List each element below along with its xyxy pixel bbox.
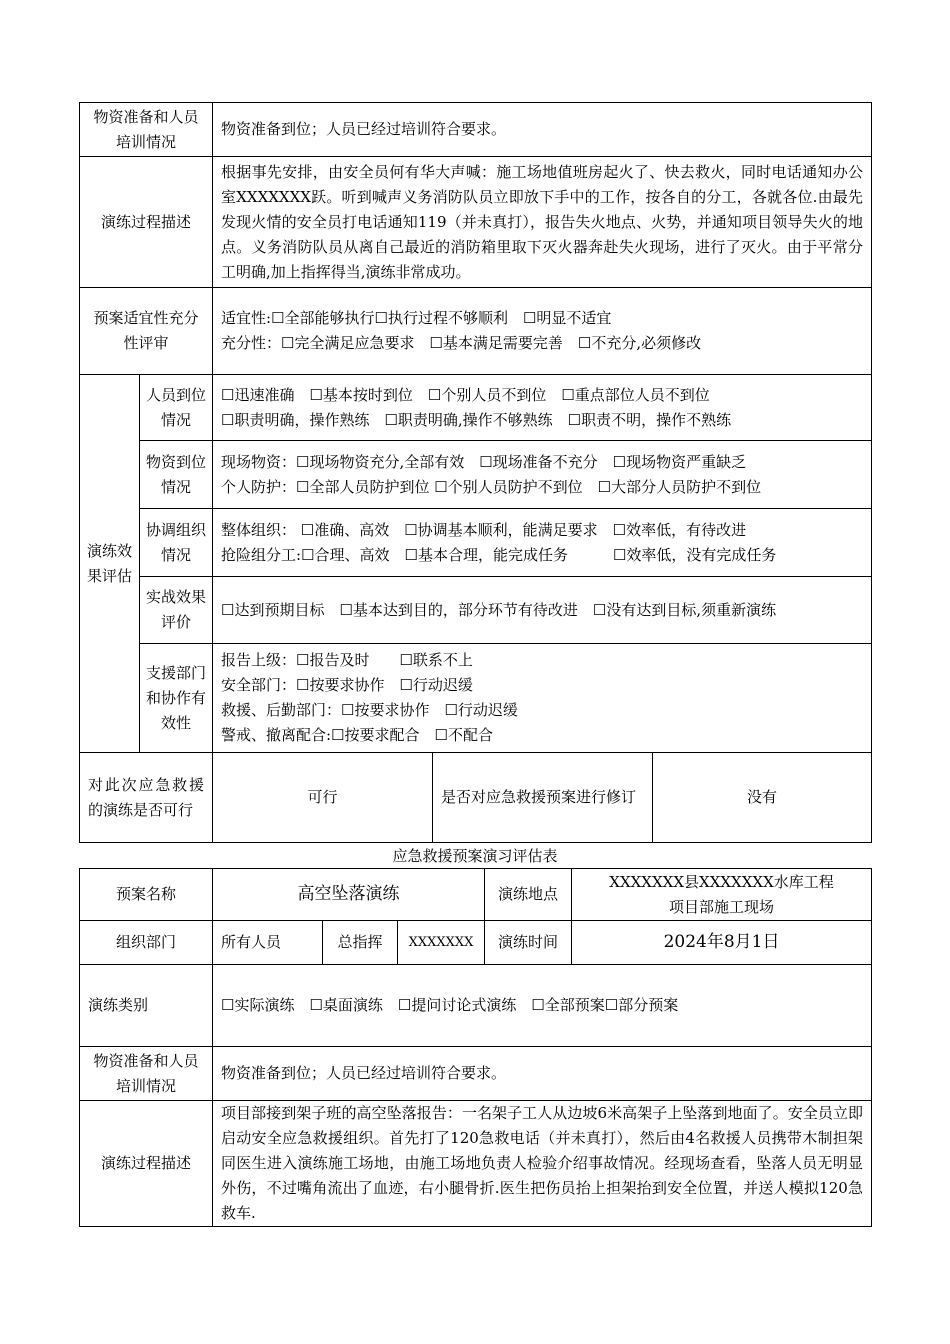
commander-value: XXXXXXX	[398, 921, 485, 965]
support-line-3: 救援、后勤部门：☐按要求协作 ☐行动迟缓	[221, 701, 518, 719]
materials-label: 物资准备和人员培训情况	[80, 103, 213, 157]
evaluation-table-fire-drill	[79, 102, 872, 843]
process-text: 根据事先安排，由安全员何有华大声喊：施工场地值班房起火了、快去救火，同时电话通知办公室XXXXXXX跃。听到喊声义务消防队员立即放下手中的工作，按各自的分工，各就各位.由最先发现火情的安全员打电话通知119（并未真打），报告失火地点、火势，并通知项目领导失火的地点。义务消防队员从离自己最近的消防箱里取下灭火器奔赴失火现场，进行了灭火。由于平常分工明确,加上指挥得当,演练非常成功。	[213, 157, 872, 288]
feasibility-row	[80, 753, 872, 843]
commander-label: 总指挥	[323, 921, 398, 965]
location-label: 演练地点	[485, 869, 572, 921]
support-line-2: 安全部门：☐按要求协作 ☐行动迟缓	[221, 676, 473, 694]
combat-line-1: ☐达到预期目标 ☐基本达到目的，部分环节有待改进 ☐没有达到目标,须重新演练	[213, 577, 872, 644]
combat-row	[80, 577, 872, 644]
effect-label: 演练效果评估	[80, 375, 140, 753]
suitability-line-1: 适宜性:☐全部能够执行☐执行过程不够顺利 ☐明显不适宜	[221, 309, 612, 327]
time-label: 演练时间	[485, 921, 572, 965]
location-line-2: 项目部施工现场	[669, 897, 775, 916]
feasible-value: 可行	[213, 753, 433, 843]
process-label-2: 演练过程描述	[80, 1101, 213, 1227]
table-caption: 应急救援预案演习评估表	[392, 847, 558, 865]
plan-name-label: 预案名称	[80, 869, 213, 921]
supplies-row	[80, 441, 872, 509]
materials-label-2: 物资准备和人员培训情况	[80, 1047, 213, 1101]
feasible-label: 对此次应急救援的演练是否可行	[80, 753, 213, 843]
support-line-4: 警戒、撤离配合:☐按要求配合 ☐不配合	[221, 726, 493, 744]
category-label: 演练类别	[80, 965, 213, 1047]
supplies-label: 物资到位情况	[140, 441, 213, 509]
process-text-2: 项目部接到架子班的高空坠落报告：一名架子工人从边坡6米高架子上坠落到地面了。安全员立即启动安全应急救援组织。首先打了120急救电话（并未真打），然后由4名救援人员携带木制担架同医生进入演练施工场地，由施工场地负责人检验介绍事故情况。经现场查看，坠落人员无明显外伤，不过嘴角流出了血迹，右小腿骨折.医生把伤员抬上担架抬到安全位置，并送人模拟120急救车.	[213, 1101, 872, 1227]
supplies-line-1: 现场物资：☐现场物资充分,全部有效 ☐现场准备不充分 ☐现场物资严重缺乏	[221, 452, 747, 471]
coordination-line-1: 整体组织： ☐准确、高效 ☐协调基本顺利，能满足要求 ☐效率低，有待改进	[221, 520, 747, 539]
suitability-line-2: 充分性：☐完全满足应急要求 ☐基本满足需要完善 ☐不充分,必须修改	[221, 334, 702, 352]
combat-label: 实战效果评价	[140, 577, 213, 644]
coordination-line-2: 抢险组分工:☐合理、高效 ☐基本合理，能完成任务 ☐效率低，没有完成任务	[221, 545, 777, 564]
materials-row	[80, 103, 872, 157]
personnel-line-2: ☐职责明确，操作熟练 ☐职责明确,操作不够熟练 ☐职责不明，操作不熟练	[221, 410, 732, 429]
coordination-row	[80, 509, 872, 577]
plan-row	[80, 869, 872, 921]
revise-label: 是否对应急救援预案进行修订	[433, 753, 653, 843]
suitability-label: 预案适宜性充分性评审	[80, 288, 213, 375]
org-label: 组织部门	[80, 921, 213, 965]
process-row	[80, 157, 872, 288]
org-row	[80, 921, 872, 965]
personnel-label: 人员到位情况	[140, 375, 213, 441]
support-label: 支援部门和协作有效性	[140, 644, 213, 753]
process-label: 演练过程描述	[80, 157, 213, 288]
supplies-line-2: 个人防护：☐全部人员防护到位 ☐个别人员防护不到位 ☐大部分人员防护不到位	[221, 477, 762, 496]
coordination-label: 协调组织情况	[140, 509, 213, 577]
org-value: 所有人员	[213, 921, 323, 965]
personnel-row	[80, 375, 872, 441]
category-row	[80, 965, 872, 1047]
personnel-line-1: ☐迅速准确 ☐基本按时到位 ☐个别人员不到位 ☐重点部位人员不到位	[221, 385, 710, 404]
plan-name-value: 高空坠落演练	[213, 869, 485, 921]
materials-value: 物资准备到位；人员已经过培训符合要求。	[213, 103, 872, 157]
suitability-row	[80, 288, 872, 375]
time-value: 2024年8月1日	[572, 921, 872, 965]
materials-row-2	[80, 1047, 872, 1101]
evaluation-table-fall-drill	[79, 868, 872, 1227]
materials-value-2: 物资准备到位；人员已经过培训符合要求。	[213, 1047, 872, 1101]
support-line-1: 报告上级：☐报告及时 ☐联系不上	[221, 651, 473, 669]
category-value: ☐实际演练 ☐桌面演练 ☐提问讨论式演练 ☐全部预案☐部分预案	[213, 965, 872, 1047]
location-line-1: XXXXXXX县XXXXXXX水库工程	[609, 872, 834, 891]
support-row	[80, 644, 872, 753]
process-row-2	[80, 1101, 872, 1227]
revise-value: 没有	[653, 753, 872, 843]
